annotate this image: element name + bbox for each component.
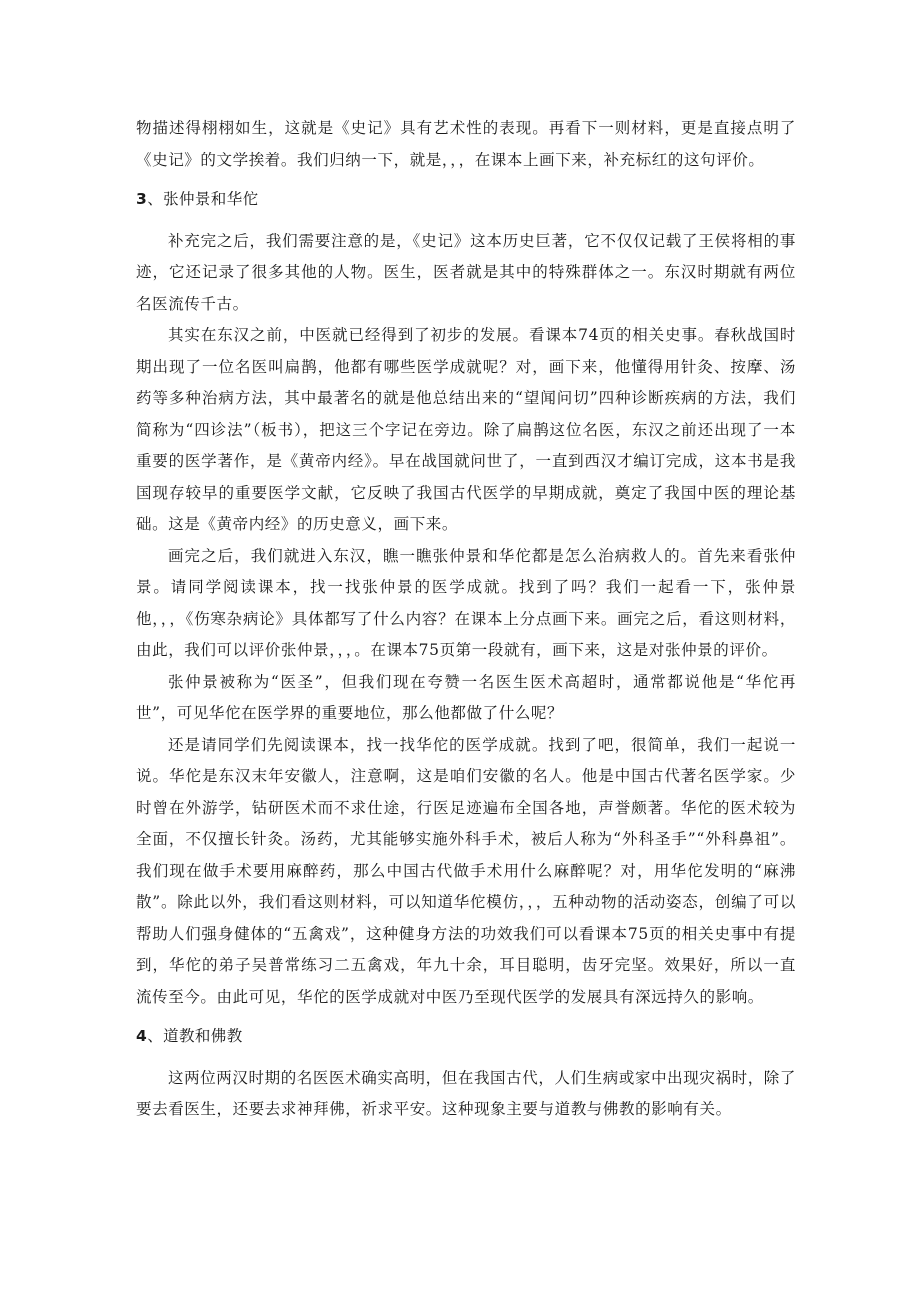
section-3-paragraph: 其实在东汉之前，中医就已经得到了初步的发展。看课本74页的相关史事。春秋战国时期出现了一位名医叫扁鹊，他都有哪些医学成就呢？对，画下来，他懂得用针灸、按摩、汤药等多种治病方法，其中最著名的就是他总结出来的“望闻问切”四种诊断疾病的方法，我们简称为“四诊法”（板书），把这三个字记在旁边。除了扁鹊这位名医，东汉之前还出现了一本重要的医学著作，是《黄帝内经》。早在战国就问世了，一直到西汉才编订完成，这本书是我国现存较早的重要医学文献，它反映了我国古代医学的早期成就，奠定了我国中医的理论基础。这是《黄帝内经》的历史意义，画下来。 <box>136 326 796 533</box>
section-3-paragraph: 补充完之后，我们需要注意的是，《史记》这本历史巨著，它不仅仅记载了王侯将相的事迹，它还记录了很多其他的人物。医生，医者就是其中的特殊群体之一。东汉时期就有两位名医流传千古。 <box>136 231 796 313</box>
section-3-title: 、张仲景和华佗 <box>147 190 259 208</box>
section-4-paragraph: 这两位两汉时期的名医医术确实高明，但在我国古代，人们生病或家中出现灾祸时，除了要去看医生，还要去求神拜佛，祈求平安。这种现象主要与道教与佛教的影响有关。 <box>136 1068 796 1118</box>
document-page <box>136 113 796 1126</box>
section-3-paragraph: 画完之后，我们就进入东汉，瞧一瞧张仲景和华佗都是怎么治病救人的。首先来看张仲景。请同学阅读课本，找一找张仲景的医学成就。找到了吗？我们一起看一下，张仲景他，，，《伤寒杂病论》具体都写了什么内容？在课本上分点画下来。画完之后，看这则材料，由此，我们可以评价张仲景，，，。在课本75页第一段就有，画下来，这是对张仲景的评价。 <box>136 546 796 659</box>
section-4-title: 、道教和佛教 <box>147 1027 243 1045</box>
section-3-paragraph: 张仲景被称为“医圣”，但我们现在夸赞一名医生医术高超时，通常都说他是“华佗再世”，可见华佗在医学界的重要地位，那么他都做了什么呢？ <box>136 672 796 722</box>
section-4-heading <box>136 1021 796 1053</box>
section-3-number: 3 <box>136 190 148 208</box>
paragraph-intro: 物描述得栩栩如生，这就是《史记》具有艺术性的表现。再看下一则材料，更是直接点明了《史记》的文学挨着。我们归纳一下，就是，，，在课本上画下来，补充标红的这句评价。 <box>136 119 796 169</box>
section-3-heading <box>136 184 796 216</box>
section-4-number: 4 <box>136 1027 148 1045</box>
section-3-paragraph: 还是请同学们先阅读课本，找一找华佗的医学成就。找到了吧，很简单，我们一起说一说。华佗是东汉末年安徽人，注意啊，这是咱们安徽的名人。他是中国古代著名医学家。少时曾在外游学，钻研医术而不求仕途，行医足迹遍布全国各地，声誉颇著。华佗的医术较为全面，不仅擅长针灸。汤药，尤其能够实施外科手术，被后人称为“外科圣手”“外科鼻祖”。我们现在做手术要用麻醉药，那么中国古代做手术用什么麻醉呢？对，用华佗发明的“麻沸散”。除此以外，我们看这则材料，可以知道华佗模仿，，，五种动物的活动姿态，创编了可以帮助人们强身健体的“五禽戏”，这种健身方法的功效我们可以看课本75页的相关史事中有提到，华佗的弟子吴普常练习二五禽戏，年九十余，耳目聪明，齿牙完坚。效果好，所以一直流传至今。由此可见，华佗的医学成就对中医乃至现代医学的发展具有深远持久的影响。 <box>136 735 796 1006</box>
